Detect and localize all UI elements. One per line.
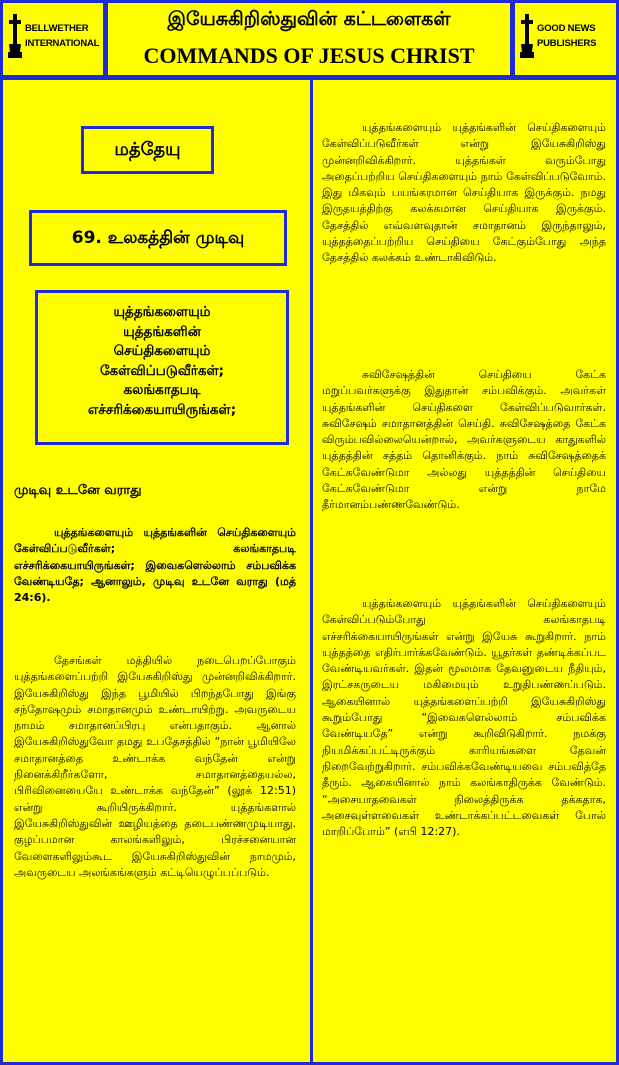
logo-left-line: BELLWETHER INTERNATIONAL [25,23,100,49]
logo-right-line: GOOD NEWS PUBLISHERS [537,23,597,49]
bellwether-logo [8,14,103,58]
commentary-paragraph: யுத்தங்களையும் யுத்தங்களின் செய்திகளையும் கேள்விப்படுவீர்கள் என்று இயேசுகிறிஸ்து முன்னறிவிக்கிறார். யுத்தங்கள் வரும்போது அதைப்பற்றிய செய்திகளையும் நாம் கேள்விப்படுவோம். இது மிகவும் பயங்கரமான செய்தியாக இருக்கும். நமது இருதயத்திற்கு கலக்கமான செய்தியாக இருக்கும். தேசத்தில் எவ்வளவுதான் சமாதானம் இருந்தாலும், யுத்தத்தைப்பற்றிய செய்தியை கேட்கும்போது அந்த தேசத்தில் கலக்கம் உண்டாகிவிடும். [322,121,606,265]
verse-line: யுத்தங்களின் [123,323,201,340]
section-subheading: முடிவு உடனே வராது [14,483,142,498]
verse-line: செய்திகளையும் [113,343,211,359]
page-title-english: COMMANDS OF JESUS CHRIST [143,43,475,68]
verse-line: கேள்விப்படுவீர்கள்; [99,362,225,379]
verse-line: யுத்தங்களையும் [113,304,211,320]
verse-highlight [35,290,289,445]
lamb-icon [8,14,22,58]
page-title-tamil: இயேசுகிறிஸ்துவின் கட்டளைகள் [167,8,451,30]
verse-line: எச்சரிக்கையாயிருங்கள்; [87,401,237,418]
commentary-paragraph: சுவிசேஷத்தின் செய்தியை கேட்க மறுப்பவர்களுக்கு இதுதான் சம்பவிக்கும். அவர்கள் யுத்தங்களின் செய்திகளை கேள்விப்படுவார்கள். சுவிசேஷம் சமாதானத்தின் செய்தி. சுவிசேஷத்தை கேட்க விரும்பவில்லையென்றால், அவர்களுடைய காதுகளில் யுத்தத்தின் சத்தம் தொனிக்கும். நாம் சுவிசேஷத்தைக் கேட்கவேண்டுமா அல்லது யுத்தத்தின் செய்தியை கேட்கவேண்டுமா என்று நாமே தீர்மானம்பண்ணவேண்டும். [322,368,606,512]
book-title: மத்தேயு [81,126,214,174]
commentary-paragraph: யுத்தங்களையும் யுத்தங்களின் செய்திகளையும் கேள்விப்படும்போது கலங்காதபடி எச்சரிக்கையாயிருங்கள் என்று இயேசு கூறுகிறார். நாம் யுத்தத்தை எதிர்பார்க்கவேண்டும். யூதர்கள் தண்டிக்கப்பட வேண்டியவர்கள். இதன் மூலமாக தேவனுடைய நீதியும், இரட்சகருடைய மகிமையும் உறுதிபண்ணப்படும். ஆகையினால் யுத்தங்களைப்பற்றி இயேசுகிறிஸ்து கூறும்போது “இவைகளெல்லாம் சம்பவிக்க வேண்டியதே” என்று கூறிவிடுகிறார். நமக்கு நியமிக்கப்பட்டிருக்கும் காரியங்களை தேவன் நிறைவேற்றுகிறார். சம்பவிக்கவேண்டியவை சம்பவித்தே தீரும். ஆகையினால் நாம் கலங்காதிருக்க வேண்டும். “அசையாதவைகள் நிலைத்திருக்க தக்கதாக, அசைவுள்ளவைகள் உண்டாக்கப்பட்டவைகள் போல் மாறிப்போம்” (எபி 12:27). [322,597,606,839]
chapter-title: 69. உலகத்தின் முடிவு [29,210,287,266]
verse-line: கலங்காதபடி [123,382,201,398]
lamb-icon [520,14,534,58]
good-news-logo [520,14,607,58]
commentary-paragraph: தேசங்கள் மத்தியில் நடைபெறப்போகும் யுத்தங்களைப்பற்றி இயேசுகிறிஸ்து முன்னறிவிக்கிறார். இயேசுகிறிஸ்து இந்த பூமியில் பிறந்தபோது இங்கு சந்தோஷமும் சமாதானமும் உண்டாயிற்று. அவருடைய நாமம் சமாதானப்பிரபு என்பதாகும். ஆனால் இயேசுகிறிஸ்துவோ தமது உபதேசத்தில் “நான் பூமியிலே சமாதானத்தை உண்டாக்க வந்தேன் என்று நினைக்கிறீர்களோ, சமாதானத்தையல்ல, பிரிவினையையே உண்டாக்க வந்தேன்” (லூக் 12:51) என்று கூறியிருக்கிறார். யுத்தங்களால் இயேசுகிறிஸ்துவின் ஊழியத்தை தடைபண்ணமுடியாது. குழப்பமான காலங்களிலும், பிரச்சனையான வேளைகளிலும்கூட இயேசுகிறிஸ்துவின் நாமமும், அவருடைய அலங்கங்களும் கட்டியெழுப்பப்படும். [14,654,296,879]
scripture-paragraph: யுத்தங்களையும் யுத்தங்களின் செய்திகளையும் கேள்விப்படுவீர்கள்; கலங்காதபடி எச்சரிக்கையாயிருங்கள்; இவைகளெல்லாம் சம்பவிக்க வேண்டியதே; ஆனாலும், முடிவு உடனே வராது (மத் 24:6). [14,526,296,605]
